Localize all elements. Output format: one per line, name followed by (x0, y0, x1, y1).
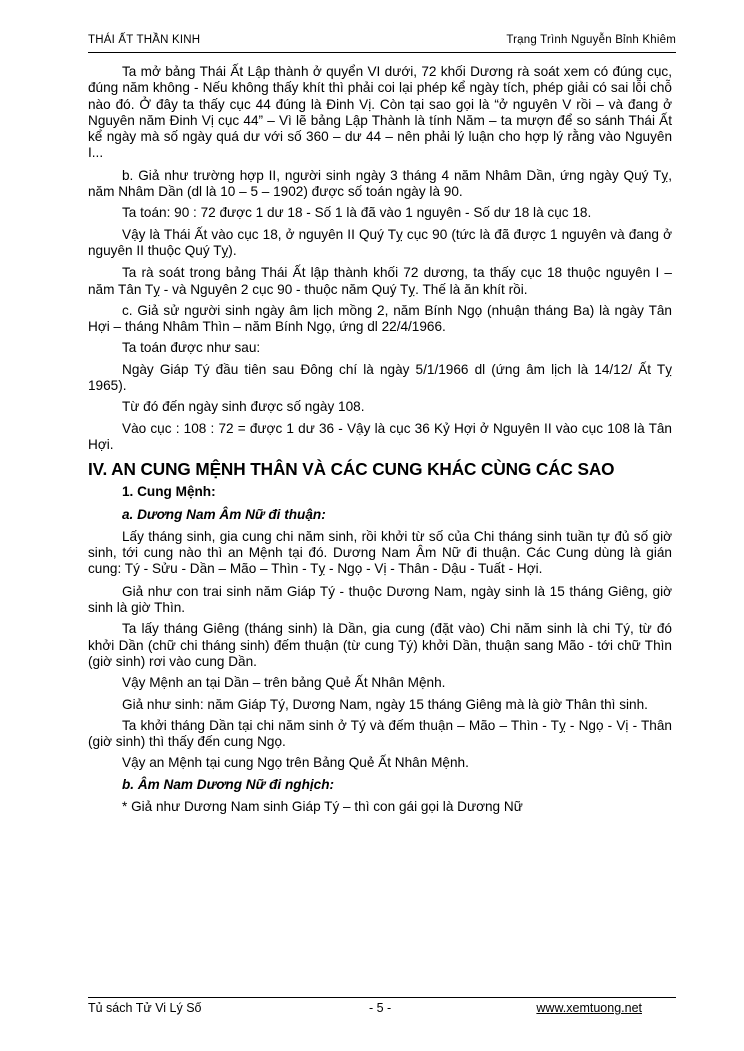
paragraph-7: Ta toán được như sau: (122, 340, 261, 356)
paragraph-17: Vậy an Mệnh tại cung Ngọ trên Bảng Quẻ Ất Nhân Mệnh. (122, 755, 469, 771)
paragraph-6: c. Giả sử người sinh ngày âm lịch mồng 2, năm Bính Ngọ (nhuận tháng Ba) là ngày Tân Hợi – tháng Nhâm Thìn – năm Bính Ngọ, ứng dl 22/4/1966. (88, 302, 672, 335)
page-header (88, 34, 676, 50)
paragraph-11: Lấy tháng sinh, gia cung chi năm sinh, rồi khởi từ số của Chi tháng sinh tuần tự đủ số giờ sinh, tới cung nào thì an Mệnh tại đó. Dương Nam Âm Nữ đi thuận. Các Cung dùng là gián cung: Tý - Sửu - Dần – Mão – Thìn - Tỵ - Ngọ - Vị - Thân - Dậu - Tuất - Hợi. (88, 528, 672, 577)
paragraph-4: Vậy là Thái Ất vào cục 18, ở nguyên II Quý Tỵ cục 90 (tức là đã được 1 nguyên và đang ở nguyên II thuộc Quý Tỵ). (88, 226, 672, 258)
header-author: Trạng Trình Nguyễn Bỉnh Khiêm (506, 34, 676, 46)
paragraph-5: Ta rà soát trong bảng Thái Ất lập thành khối 72 dương, ta thấy cục 18 thuộc nguyên I – năm Tân Tỵ - và Nguyên 2 cục 90 - thuộc năm Quý Tỵ. Thế là ăn khít rồi. (88, 265, 672, 297)
paragraph-9: Từ đó đến ngày sinh được số ngày 108. (122, 399, 365, 415)
paragraph-3: Ta toán: 90 : 72 được 1 dư 18 - Số 1 là đã vào 1 nguyên - Số dư 18 là cục 18. (122, 205, 592, 221)
paragraph-16: Ta khởi tháng Dần tại chi năm sinh ở Tý và đếm thuận – Mão – Thìn - Tỵ - Ngọ - Vị - Thân (giờ sinh) thì thấy đến cung Ngọ. (88, 717, 672, 750)
footer-collection: Tủ sách Tử Vi Lý Số (88, 1001, 202, 1015)
footer-divider (88, 997, 676, 998)
page-footer (88, 1001, 676, 1017)
paragraph-18: * Giả như Dương Nam sinh Giáp Tý – thì con gái gọi là Dương Nữ (122, 798, 523, 814)
paragraph-10: Vào cục : 108 : 72 = được 1 dư 36 - Vậy là cục 36 Kỷ Hợi ở Nguyên II vào cục 108 là Tân Hợi. (88, 420, 672, 452)
paragraph-13: Ta lấy tháng Giêng (tháng sinh) là Dần, gia cung (đặt vào) Chi năm sinh là chi Tý, từ đó khởi Dần (chữ chi tháng sinh) đếm thuận (từ cung Tý) khởi Dần, thuận sang Mão - tới chữ Thìn (giờ sinh) rơi vào cung Dần. (88, 621, 672, 669)
paragraph-12: Giả như con trai sinh năm Giáp Tý - thuộc Dương Nam, ngày sinh là 15 tháng Giêng, giờ sinh là giờ Thìn. (88, 583, 672, 616)
subheading-am-nam: b. Âm Nam Dương Nữ đi nghịch: (122, 776, 335, 792)
paragraph-15: Giả như sinh: năm Giáp Tý, Dương Nam, ngày 15 tháng Giêng mà là giờ Thân thì sinh. (122, 696, 648, 712)
paragraph-2: b. Giả như trường hợp II, người sinh ngày 3 tháng 4 năm Nhâm Dần, ứng ngày Quý Tỵ, năm Nhâm Dần (dl là 10 – 5 – 1902) được số toán ngày là 90. (88, 167, 672, 200)
footer-website-link[interactable]: www.xemtuong.net (536, 1001, 642, 1015)
header-book-title: THÁI ẤT THẦN KINH (88, 34, 201, 46)
page-body (88, 64, 672, 820)
subheading-cung-menh: 1. Cung Mệnh: (122, 484, 216, 500)
paragraph-1: Ta mở bảng Thái Ất Lập thành ở quyển VI dưới, 72 khối Dương rà soát xem có đúng cục, đúng năm không - Nếu không thấy khít thì phải coi lại phép kể ngày tích, phép giải có sai lỗi chỗ nào đó. Ở đây ta thấy cục 44 đúng là Đinh Vị. Còn tại sao gọi là “ở nguyên V rồi – và đang ở Nguyên năm Đinh Vị cục 44” – Vì lẽ bảng Lập Thành là tính Năm – ta mượn để so sánh Thái Ất kể ngày mà số ngày quá dư với số 360 – dư 44 – nên phải lý luận cho hợp lý rằng vào Nguyên I... (88, 64, 672, 161)
paragraph-8: Ngày Giáp Tý đầu tiên sau Đông chí là ngày 5/1/1966 dl (ứng âm lịch là 14/12/ Ất Tỵ 1965). (88, 361, 672, 394)
subheading-duong-nam: a. Dương Nam Âm Nữ đi thuận: (122, 506, 326, 522)
page-number: - 5 - (369, 1001, 392, 1015)
header-divider (88, 52, 676, 53)
paragraph-14: Vậy Mệnh an tại Dần – trên bảng Quẻ Ất Nhân Mệnh. (122, 675, 446, 691)
section-heading: IV. AN CUNG MỆNH THÂN VÀ CÁC CUNG KHÁC CÙNG CÁC SAO (88, 459, 615, 480)
